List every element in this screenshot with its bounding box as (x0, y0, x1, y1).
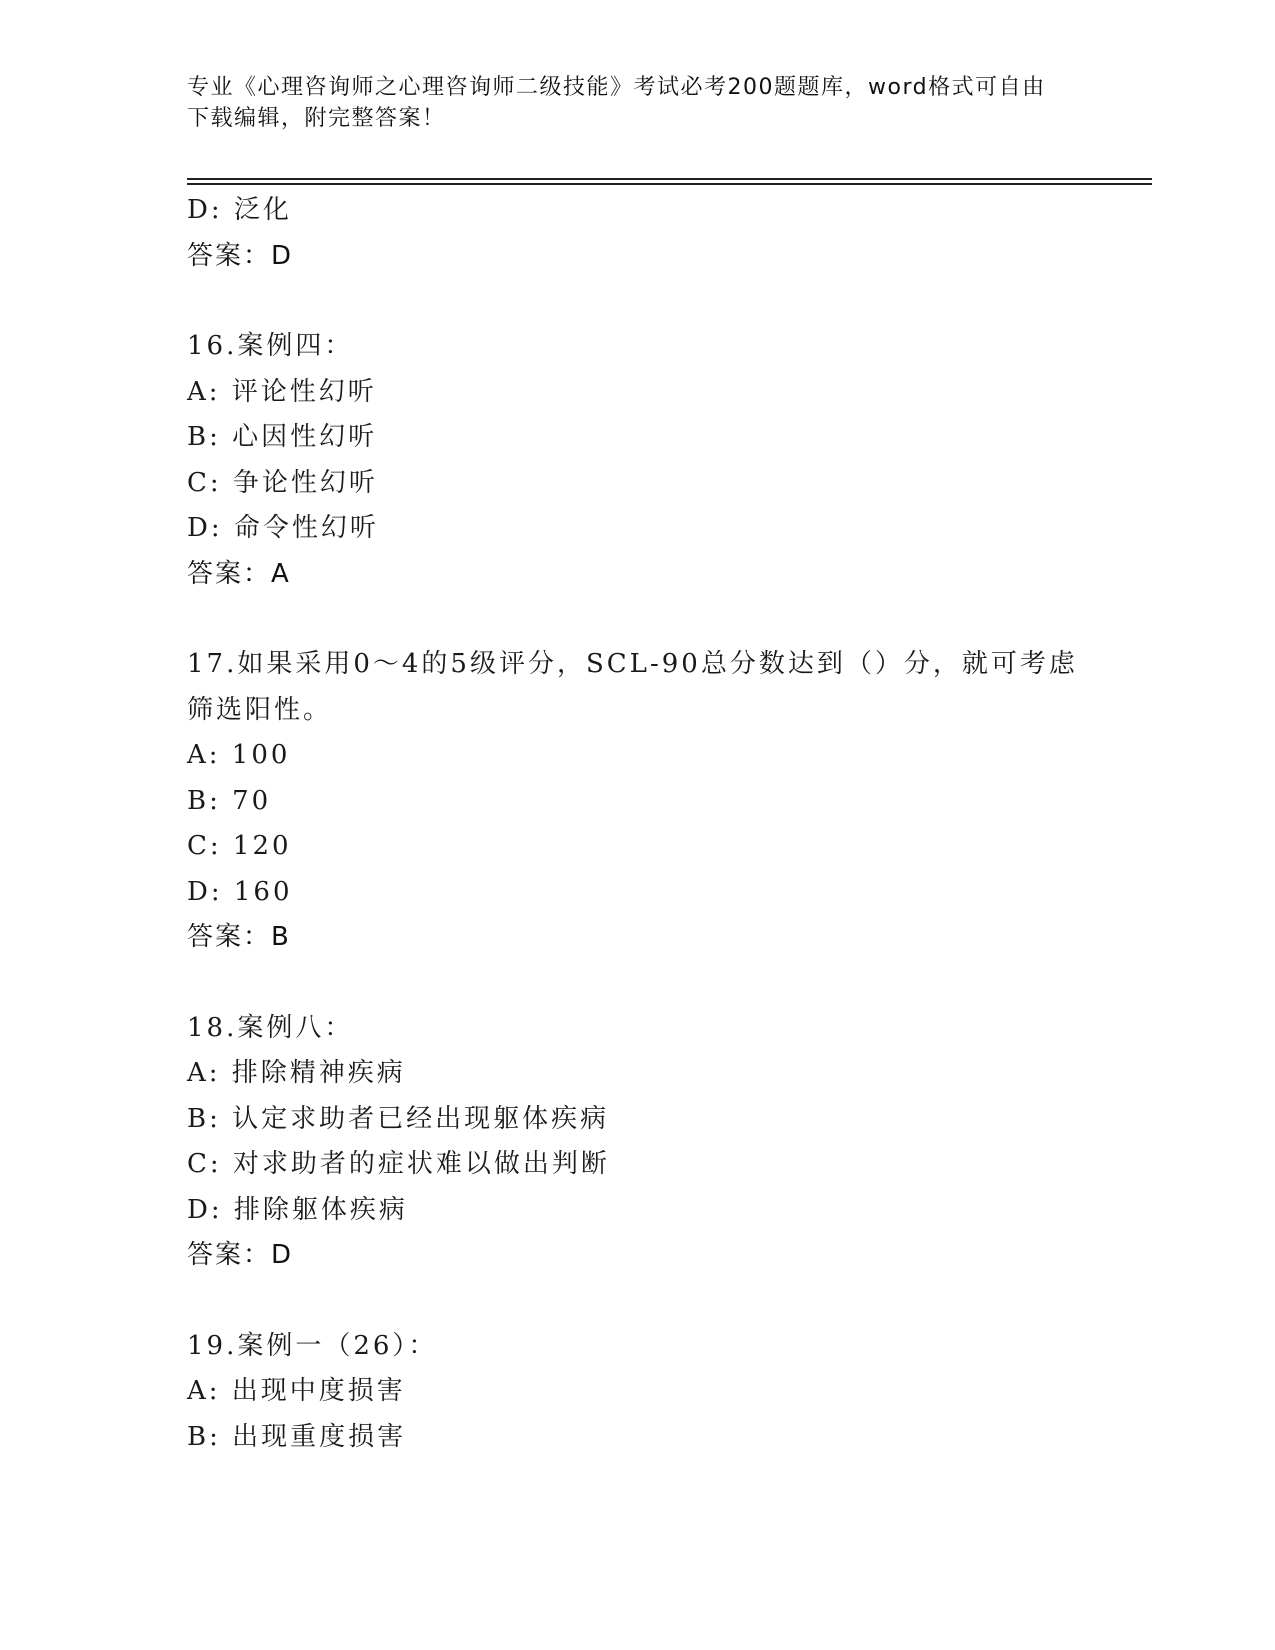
option-a: A: 评论性幻听 (187, 376, 377, 407)
answer: 答案：B (187, 922, 291, 952)
option-c: C: 120 (187, 831, 292, 861)
answer: 答案：D (187, 1240, 294, 1270)
option-b: B: 认定求助者已经出现躯体疾病 (187, 1103, 610, 1134)
option-d: D: 160 (187, 876, 293, 907)
header-divider-bottom (187, 183, 1152, 185)
question-19 (187, 1324, 1087, 1461)
question-stem-line-2: 筛选阳性。 (187, 694, 333, 725)
answer: 答案：A (187, 558, 291, 589)
option-d: D: 泛化 (187, 195, 292, 225)
question-stem: 16.案例四： (187, 331, 354, 361)
header-divider-top (187, 178, 1152, 180)
option-b: B: 心因性幻听 (187, 422, 378, 452)
question-stem: 19.案例一（26）： (187, 1330, 438, 1361)
option-c: C: 对求助者的症状难以做出判断 (187, 1149, 610, 1179)
option-d: D: 排除躯体疾病 (187, 1194, 408, 1225)
option-c: C: 争论性幻听 (187, 467, 378, 498)
option-b: B: 出现重度损害 (187, 1421, 407, 1452)
question-17 (187, 642, 1087, 961)
question-18 (187, 1006, 1087, 1279)
option-a: A: 100 (187, 740, 291, 770)
answer: 答案：D (187, 240, 294, 271)
option-b: B: 70 (187, 785, 272, 816)
question-16 (187, 324, 1087, 597)
question-list (187, 188, 1087, 1460)
question-stem: 18.案例八： (187, 1012, 354, 1043)
document-header: 专业《心理咨询师之心理咨询师二级技能》考试必考200题题库，word格式可自由下载编辑，附完整答案！ (187, 75, 1046, 131)
question-stem-line-1: 17.如果采用0～4的5级评分，SCL-90总分数达到（）分，就可考虑 (187, 649, 1078, 679)
option-d: D: 命令性幻听 (187, 513, 379, 543)
option-a: A: 排除精神疾病 (187, 1058, 406, 1088)
option-a: A: 出现中度损害 (187, 1376, 406, 1406)
